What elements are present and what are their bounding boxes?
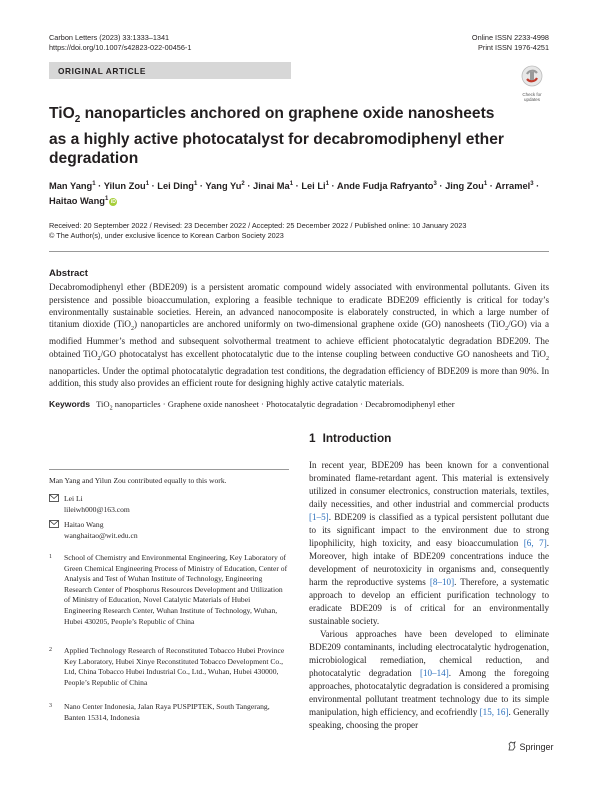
print-issn: Print ISSN 1976-4251 xyxy=(478,43,549,52)
badge-text-1: Check for xyxy=(522,92,542,97)
publisher-name: Springer xyxy=(519,742,554,752)
badge-text-2: updates xyxy=(523,97,540,102)
paragraph-text: . BDE209 is classified as a typical persistent pollutant due to its significant impact to the environment due to strong lipophilicity, high toxicity, and easy bioaccumulation xyxy=(309,512,549,548)
affiliation-text: Applied Technology Research of Reconstituted Tobacco Hubei Province Key Laboratory, Hubei Xinye Reconstituted Tobacco Development Co., Ltd, China Tobacco Hubei Industrial Co., Ltd., Wuhan, Hubei 430000, People’s Republic of China xyxy=(64,646,285,687)
title-text-b: nanoparticles anchored on graphene oxide nanosheets as a highly active photocatalyst for decabromodiphenyl ether degradation xyxy=(49,105,504,168)
citation-link[interactable]: [6, 7] xyxy=(523,538,547,548)
affiliation-3 xyxy=(49,702,289,723)
affiliation-2 xyxy=(49,646,289,688)
citation-link[interactable]: [1–5] xyxy=(309,512,329,522)
issn-block xyxy=(472,33,549,53)
publisher-logo xyxy=(507,741,554,752)
paragraph-text: . Generally speaking, choosing the proper xyxy=(309,707,549,730)
journal-header xyxy=(49,33,191,53)
check-updates-icon xyxy=(521,65,543,87)
publication-dates xyxy=(49,221,549,241)
author-name: Haitao Wang xyxy=(64,520,104,529)
corresponding-author-1 xyxy=(49,494,289,515)
author-name[interactable]: Haitao Wang xyxy=(49,196,105,207)
author-name[interactable]: Jing Zou xyxy=(445,181,484,192)
citation-link[interactable]: [8–10] xyxy=(429,577,455,587)
keyword-rest: nanoparticles · Graphene oxide nanosheet · Photocatalytic degradation · Decabromodiphenyl ether xyxy=(112,399,455,409)
author-name[interactable]: Man Yang xyxy=(49,181,93,192)
author-name[interactable]: Lei Li xyxy=(301,181,326,192)
springer-horse-icon xyxy=(507,741,517,751)
sub-4: 2 xyxy=(546,355,549,362)
citation-link[interactable]: [10–14] xyxy=(419,668,449,678)
doi-link[interactable]: https://doi.org/10.1007/s42823-022-00456-1 xyxy=(49,43,192,52)
author-affiliation-marker: 1 xyxy=(483,181,488,187)
abstract-text-3: /GO) via a modified Hummer’s method and subsequent solvothermal treatment to achieve efficient photocatalytic degradation BDE209. The obtained TiO xyxy=(49,319,549,359)
orcid-icon[interactable]: iD xyxy=(110,199,116,206)
paragraph-text: . Among the foregoing approaches, photocatalytic degradation is considered a promising environmental pollutant treatment technology due to its simple manipulation, high efficiency, and ecofriendly xyxy=(309,668,549,717)
section-heading-introduction xyxy=(309,431,391,445)
author-affiliation-marker: 2 xyxy=(241,181,245,187)
sub-2: 2 xyxy=(505,326,509,332)
intro-paragraph-1 xyxy=(309,459,549,628)
corresponding-author-2 xyxy=(49,520,289,541)
author-affiliation-marker: 1 xyxy=(145,181,150,187)
author-email[interactable]: lileiwh000@163.com xyxy=(64,504,130,514)
abstract-heading: Abstract xyxy=(49,268,88,279)
author-name[interactable]: Ande Fudja Rafryanto xyxy=(336,181,434,192)
paragraph-text: . Moreover, high intake of BDE209 concentrations induce the development of neurotoxicity in organisms and, consequently harm the reproductive systems xyxy=(309,538,550,587)
keywords xyxy=(49,398,549,415)
sub-1: 2 xyxy=(130,326,134,332)
affiliation-text: Nano Center Indonesia, Jalan Raya PUSPIPTEK, South Tangerang, Banten 15314, Indonesia xyxy=(64,702,270,722)
author-name: Lei Li xyxy=(64,494,83,503)
affiliation-1 xyxy=(49,553,289,627)
online-issn: Online ISSN 2233-4998 xyxy=(471,33,549,42)
section-number: 1 xyxy=(309,431,316,445)
author-affiliation-marker: 3 xyxy=(530,181,534,187)
author-affiliation-marker: 1 xyxy=(325,181,329,187)
citation-link[interactable]: [15, 16] xyxy=(479,707,509,717)
abstract xyxy=(49,268,549,389)
envelope-icon xyxy=(49,520,59,532)
author-affiliation-marker: 1 xyxy=(193,181,198,187)
author-affiliation-marker: 1 xyxy=(104,196,109,203)
equal-contribution-note: Man Yang and Yilun Zou contributed equally to this work. xyxy=(49,476,227,485)
sub-3: 2 xyxy=(97,355,101,362)
author-affiliation-marker: 3 xyxy=(433,181,437,187)
keyword-sub: 2 xyxy=(109,405,113,412)
author-name[interactable]: Yilun Zou xyxy=(103,181,146,192)
article-type-bar xyxy=(49,62,291,79)
divider-top xyxy=(49,251,549,252)
author-affiliation-marker: 1 xyxy=(289,181,294,187)
keywords-label: Keywords xyxy=(49,399,91,409)
paragraph-text: In recent year, BDE209 has been known for a conventional brominated flame-retardant agent. This material is extensively utilized in consumer electronics, construction materials, textiles, daily necessities, and other industrial and commercial products xyxy=(309,460,549,509)
abstract-text-4: /GO photocatalyst has excellent photocatalytic due to the intense coupling between conductive GO nanosheets and TiO xyxy=(100,348,546,359)
affiliation-number: 3 xyxy=(49,703,52,709)
affiliation-number: 2 xyxy=(49,647,52,653)
author-email[interactable]: wanghaitao@wit.edu.cn xyxy=(64,530,138,540)
article-type: ORIGINAL ARTICLE xyxy=(58,66,146,76)
author-name[interactable]: Jinai Ma xyxy=(253,181,290,192)
check-for-updates-badge[interactable] xyxy=(516,65,548,102)
author-name[interactable]: Lei Ding xyxy=(157,181,194,192)
author-affiliation-marker: 1 xyxy=(92,181,96,187)
paragraph-text: . Therefore, a systematic approach to develop an efficient purification technology to eradicate BDE209 is of critical for an environmentally sustainable society. xyxy=(309,577,549,626)
abstract-text-1: Decabromodiphenyl ether (BDE209) is a persistent aromatic compound widely associated with environmental pollutants. Given its persistence and possible bioaccumulation, exploring a feasible technique to eradicate BDE209 efficiently is critical for today’s environmentally sustainable societies. Herein, an advanced nanocomposite is elaborately constructed, in which a large number of titanium dioxide (TiO xyxy=(49,282,549,330)
keyword-1: TiO xyxy=(96,399,110,409)
author-list: Man Yang$^1$ · Yilun Zou$^1$ · Lei Ding$^1$ · Yang $Yu^2$ · Jinai $Ma^1$ · Lei $Li^1$ · Ande Fudja Rafryanto$^3$ · Jing Zou$^1$ · Arramel$^3$ · Haitao Wang$^1$iD xyxy=(49,181,540,207)
introduction-body xyxy=(309,459,549,732)
history-dates: Received: 20 September 2022 / Revised: 23 December 2022 / Accepted: 25 December 2022 / Published online: 10 January 2023 xyxy=(49,221,467,230)
article-title xyxy=(49,104,509,169)
author-name[interactable]: Yang Yu xyxy=(205,181,242,192)
author-name[interactable]: Arramel xyxy=(495,181,531,192)
abstract-text-5: nanoparticles. Under the optimal photocatalytic degradation test conditions, the degradation efficiency of BDE209 is more than 90%. In addition, this study also provides an efficient route for designing highly active catalytic materials. xyxy=(49,365,549,388)
title-subscript: 2 xyxy=(74,114,81,126)
journal-citation: Carbon Letters (2023) 33:1333–1341 xyxy=(49,33,170,42)
envelope-icon xyxy=(49,494,59,506)
footnote-divider xyxy=(49,469,289,470)
section-title: Introduction xyxy=(322,431,392,445)
copyright-line: © The Author(s), under exclusive licence to Korean Carbon Society 2023 xyxy=(49,231,284,240)
title-text-a: TiO xyxy=(49,105,75,122)
affiliation-text: School of Chemistry and Environmental Engineering, Key Laboratory of Green Chemical Engineering Process of Ministry of Education, Center of Analysis and Test of Wuhan Institute of Technology, Engineering Research Center of Phosphorus Resources Development and Utilization of Ministry of Education, Novel Catalytic Materials of Hubei Engineering Research Center, Wuhan Institute of Technology, Wuhan, Hubei 430205, People’s Republic of China xyxy=(64,553,288,626)
affiliation-number: 1 xyxy=(49,554,52,560)
paragraph-text: Various approaches have been developed to eliminate BDE209 contaminants, including electrocatalytic hydrogenation, microbiological remediation, chemical reduction, and photocatalytic degradation xyxy=(309,629,549,678)
intro-paragraph-2 xyxy=(309,628,549,732)
abstract-text-2: ) nanoparticles are anchored uniformly on two-dimensional graphene oxide (GO) nanosheets (TiO xyxy=(133,319,506,330)
